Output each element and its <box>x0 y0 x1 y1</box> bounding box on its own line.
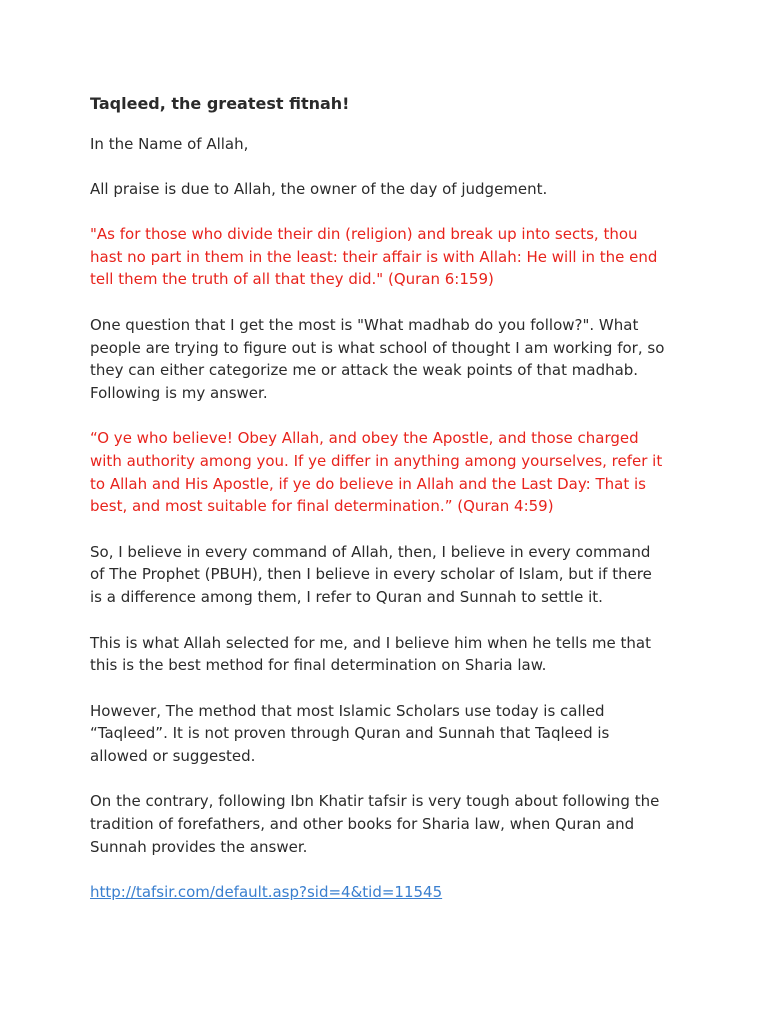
text-line: this is the best method for final determination on Sharia law. <box>90 656 547 675</box>
text-line: So, I believe in every command of Allah, then, I believe in every command <box>90 542 651 561</box>
selection-paragraph <box>90 632 680 677</box>
praise-paragraph <box>90 178 680 201</box>
text-line: hast no part in them in the least: their affair is with Allah: He will in the end <box>90 247 658 266</box>
text-line: However, The method that most Islamic Scholars use today is called <box>90 701 605 720</box>
text-line: to Allah and His Apostle, if ye do believe in Allah and the Last Day: That is <box>90 474 646 493</box>
page-title: Taqleed, the greatest fitnah! <box>90 94 350 113</box>
text-line: with authority among you. If ye differ in anything among yourselves, refer it <box>90 451 663 470</box>
text-line: On the contrary, following Ibn Khatir tafsir is very tough about following the <box>90 792 660 811</box>
text-line: tell them the truth of all that they did." (Quran 6:159) <box>90 270 494 289</box>
text-line: Following is my answer. <box>90 383 268 402</box>
quran-quote-4-59 <box>90 427 680 517</box>
taqleed-paragraph <box>90 700 680 768</box>
tafsir-link[interactable]: http://tafsir.com/default.asp?sid=4&tid=11545 <box>90 883 443 902</box>
text-line: Sunnah provides the answer. <box>90 837 308 856</box>
text-line: This is what Allah selected for me, and I believe him when he tells me that <box>90 633 652 652</box>
text-line: "As for those who divide their din (religion) and break up into sects, thou <box>90 225 638 244</box>
belief-paragraph <box>90 541 680 609</box>
text-line: is a difference among them, I refer to Quran and Sunnah to settle it. <box>90 587 603 606</box>
text-line: they can either categorize me or attack the weak points of that madhab. <box>90 361 639 380</box>
text-line: allowed or suggested. <box>90 746 256 765</box>
document-body <box>90 93 680 904</box>
text-line: tradition of forefathers, and other books for Sharia law, when Quran and <box>90 815 635 834</box>
text-line: All praise is due to Allah, the owner of the day of judgement. <box>90 179 548 198</box>
text-line: people are trying to figure out is what school of thought I am working for, so <box>90 338 665 357</box>
link-paragraph <box>90 881 680 904</box>
text-line: best, and most suitable for final determination.” (Quran 4:59) <box>90 497 554 516</box>
greeting-paragraph <box>90 133 680 156</box>
contrary-paragraph <box>90 790 680 858</box>
question-paragraph <box>90 314 680 404</box>
text-line: of The Prophet (PBUH), then I believe in every scholar of Islam, but if there <box>90 565 652 584</box>
text-line: “O ye who believe! Obey Allah, and obey the Apostle, and those charged <box>90 429 639 448</box>
text-line: “Taqleed”. It is not proven through Quran and Sunnah that Taqleed is <box>90 724 610 743</box>
text-line: One question that I get the most is "What madhab do you follow?". What <box>90 315 639 334</box>
quran-quote-6-159 <box>90 223 680 291</box>
text-line: In the Name of Allah, <box>90 135 249 153</box>
